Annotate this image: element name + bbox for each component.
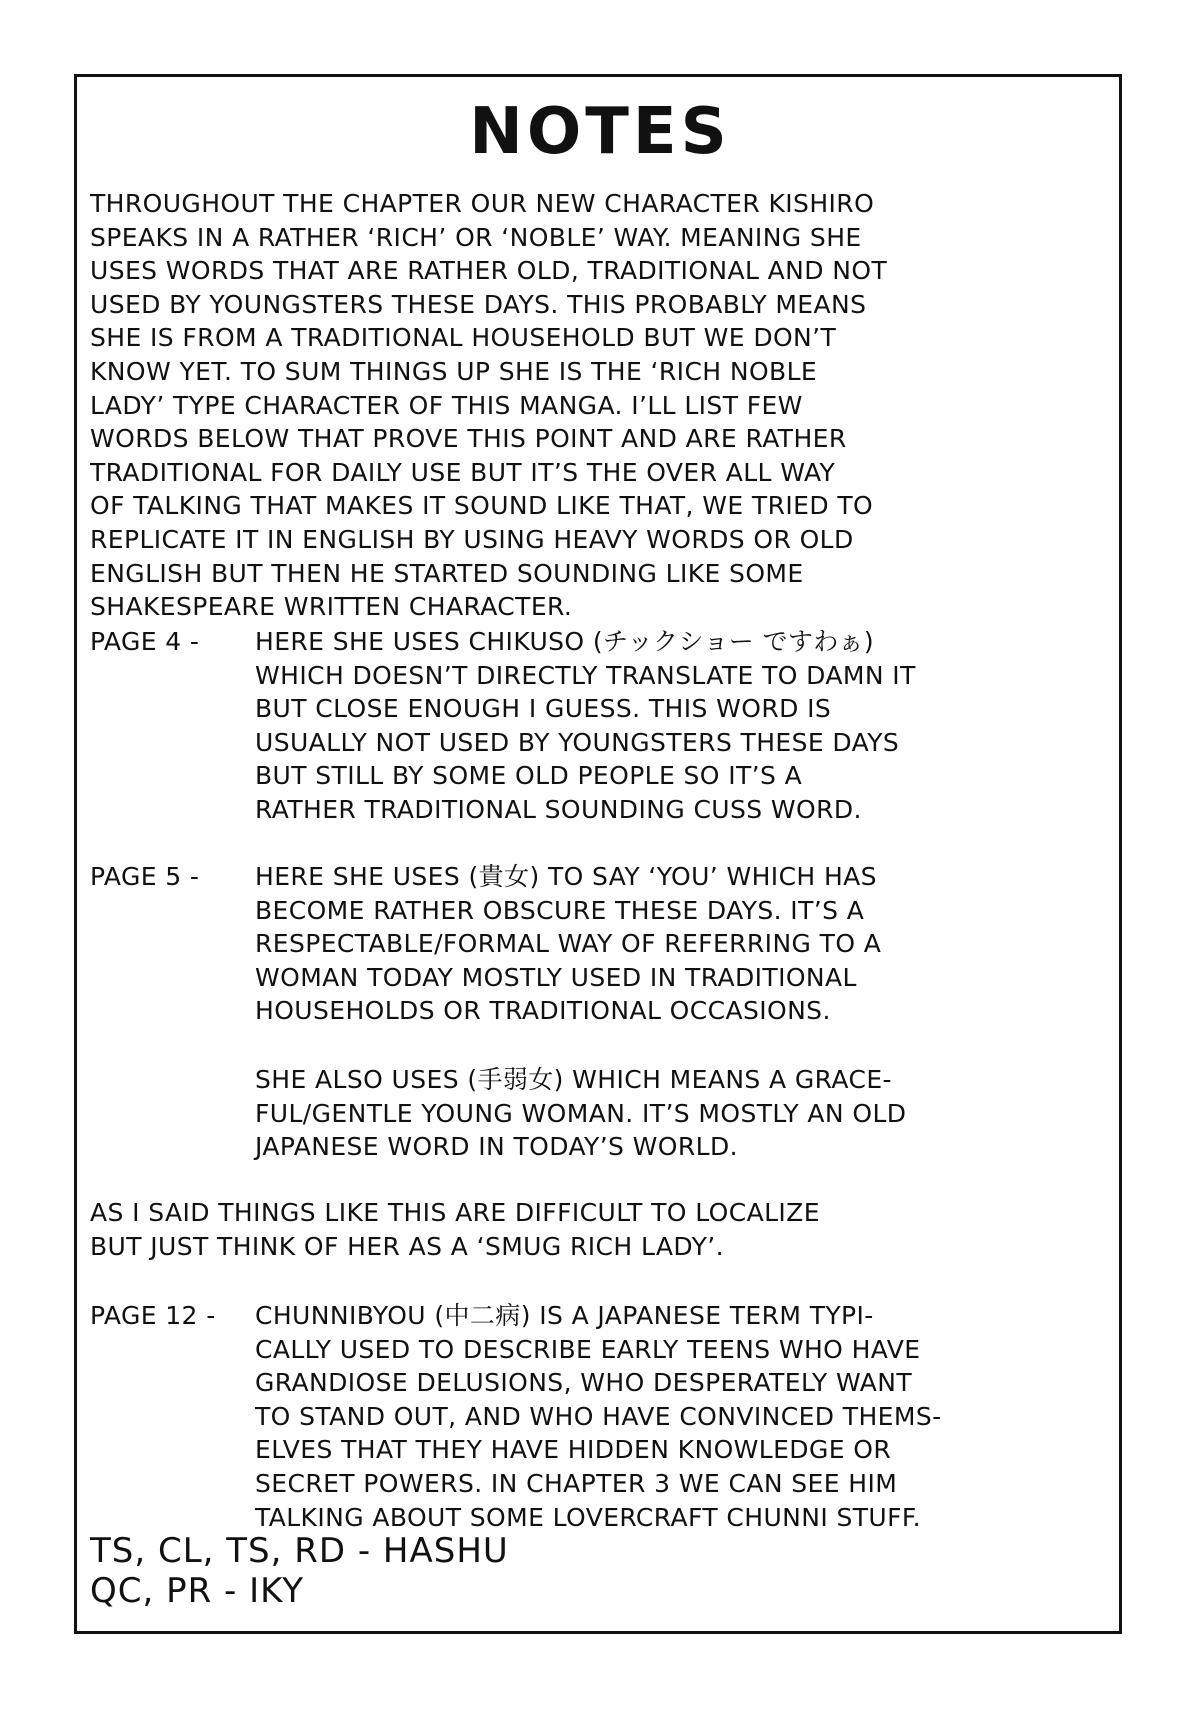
note-page-12-text: CHUNNIBYOU (中二病) IS A JAPANESE TERM TYPI- CALLY USED TO DESCRIBE EARLY TEENS WHO HAVE GRANDIOSE DELUSIONS, WHO DESPERATELY WANT TO STAND OUT, AND WHO HAVE CONVINCED THEMS- ELVES THAT THEY HAVE HIDDEN KNOWLEDGE OR SECRET POWERS. IN CHAPTER 3 WE CAN SEE HIM TALKING ABOUT SOME LOVERCRAFT CHUNNI STUFF. xyxy=(255,1301,942,1532)
note-page-4-text: HERE SHE USES CHIKUSO (チックショー ですわぁ) WHICH DOESN’T DIRECTLY TRANSLATE TO DAMN IT BUT CLOSE ENOUGH I GUESS. THIS WORD IS USUALLY NOT USED BY YOUNGSTERS THESE DAYS BUT STILL BY SOME OLD PEOPLE SO IT’S A RATHER TRADITIONAL SOUNDING CUSS WORD. xyxy=(255,627,916,824)
note-page-4-label: PAGE 4 - xyxy=(90,627,208,656)
credit-line-1: TS, CL, TS, RD - HASHU xyxy=(90,1531,509,1571)
page-title: NOTES xyxy=(469,95,731,169)
note-page-5-text: HERE SHE USES (貴女) TO SAY ‘YOU’ WHICH HAS BECOME RATHER OBSCURE THESE DAYS. IT’S A RESPECTABLE/FORMAL WAY OF REFERRING TO A WOMAN TODAY MOSTLY USED IN TRADITIONAL HOUSEHOLDS OR TRADITIONAL OCCASIONS. xyxy=(255,862,882,1026)
as-i-said-paragraph: AS I SAID THINGS LIKE THIS ARE DIFFICULT TO LOCALIZE BUT JUST THINK OF HER AS A ‘SMUG RICH LADY’. xyxy=(90,1198,820,1261)
note-page-5-extra-text: SHE ALSO USES (手弱女) WHICH MEANS A GRACE- FUL/GENTLE YOUNG WOMAN. IT’S MOSTLY AN OLD JAPANESE WORD IN TODAY’S WORLD. xyxy=(255,1065,907,1162)
credit-line-2: QC, PR - IKY xyxy=(90,1571,305,1611)
intro-paragraph: THROUGHOUT THE CHAPTER OUR NEW CHARACTER KISHIRO SPEAKS IN A RATHER ‘RICH’ OR ‘NOBLE’ WAY. MEANING SHE USES WORDS THAT ARE RATHER OLD, TRADITIONAL AND NOT USED BY YOUNGSTERS THESE DAYS. THIS PROBABLY MEANS SHE IS FROM A TRADITIONAL HOUSEHOLD BUT WE DON’T KNOW YET. TO SUM THINGS UP SHE IS THE ‘RICH NOBLE LADY’ TYPE CHARACTER OF THIS MANGA. I’LL LIST FEW WORDS BELOW THAT PROVE THIS POINT AND ARE RATHER TRADITIONAL FOR DAILY USE BUT IT’S THE OVER ALL WAY OF TALKING THAT MAKES IT SOUND LIKE THAT, WE TRIED TO REPLICATE IT IN ENGLISH BY USING HEAVY WORDS OR OLD ENGLISH BUT THEN HE STARTED SOUNDING LIKE SOME SHAKESPEARE WRITTEN CHARACTER. xyxy=(90,189,888,622)
note-page-12-label: PAGE 12 - xyxy=(90,1301,224,1330)
note-page-5-label: PAGE 5 - xyxy=(90,862,208,891)
